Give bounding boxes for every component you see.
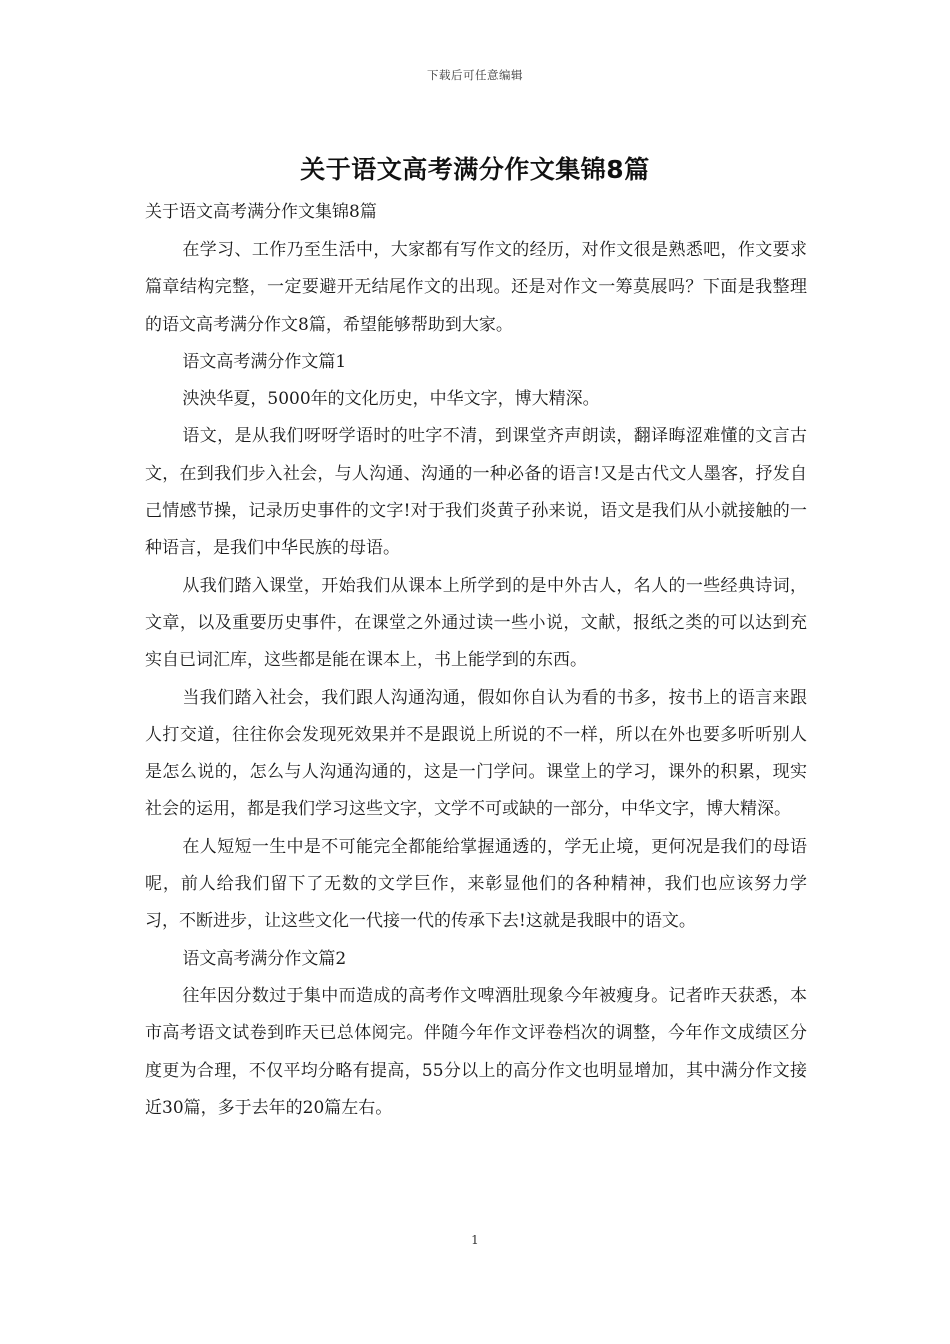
intro-paragraph: 在学习、工作乃至生活中，大家都有写作文的经历，对作文很是熟悉吧，作文要求篇章结构完整，一定要避开无结尾作文的出现。还是对作文一筹莫展吗？下面是我整理的语文高考满分作文8篇，希望能够帮助到大家。 [145,240,807,335]
document-body [145,197,807,1127]
body-paragraph: 当我们踏入社会，我们跟人沟通沟通，假如你自认为看的书多，按书上的语言来跟人打交道，往往你会发现死效果并不是跟说上所说的不一样，所以在外也要多听听别人是怎么说的，怎么与人沟通沟通的，这是一门学问。课堂上的学习，课外的积累，现实社会的运用，都是我们学习这些文字，文学不可或缺的一部分，中华文字，博大精深。 [145,687,807,820]
body-paragraph: 往年因分数过于集中而造成的高考作文啤酒肚现象今年被瘦身。记者昨天获悉，本市高考语文试卷到昨天已总体阅完。伴随今年作文评卷档次的调整，今年作文成绩区分度更为合理，不仅平均分略有提高，55分以上的高分作文也明显增加，其中满分作文接近30篇，多于去年的20篇左右。 [145,985,807,1118]
body-paragraph: 从我们踏入课堂，开始我们从课本上所学到的是中外古人，名人的一些经典诗词，文章，以及重要历史事件，在课堂之外通过读一些小说，文献，报纸之类的可以达到充实自已词汇库，这些都是能在课本上，书上能学到的东西。 [145,575,807,671]
section-heading-2: 语文高考满分作文篇2 [182,948,347,969]
document-subtitle: 关于语文高考满分作文集锦8篇 [145,202,377,222]
document-title: 关于语文高考满分作文集锦8篇 [300,155,650,184]
body-paragraph: 在人短短一生中是不可能完全都能给掌握通透的，学无止境，更何况是我们的母语呢，前人给我们留下了无数的文学巨作，来彰显他们的各种精神，我们也应该努力学习，不断进步，让这些文化一代接一代的传承下去!这就是我眼中的语文。 [145,836,807,932]
body-paragraph: 语文，是从我们呀呀学语时的吐字不清，到课堂齐声朗读，翻译晦涩难懂的文言古文，在到我们步入社会，与人沟通、沟通的一种必备的语言!又是古代文人墨客，抒发自己情感节操，记录历史事件的文字!对于我们炎黄子孙来说，语文是我们从小就接触的一种语言，是我们中华民族的母语。 [145,426,807,559]
page-number: 1 [471,1233,479,1247]
body-paragraph: 泱泱华夏，5000年的文化历史，中华文字，博大精深。 [182,389,600,410]
section-heading-1: 语文高考满分作文篇1 [182,351,347,372]
header-note: 下载后可任意编辑 [427,68,523,82]
